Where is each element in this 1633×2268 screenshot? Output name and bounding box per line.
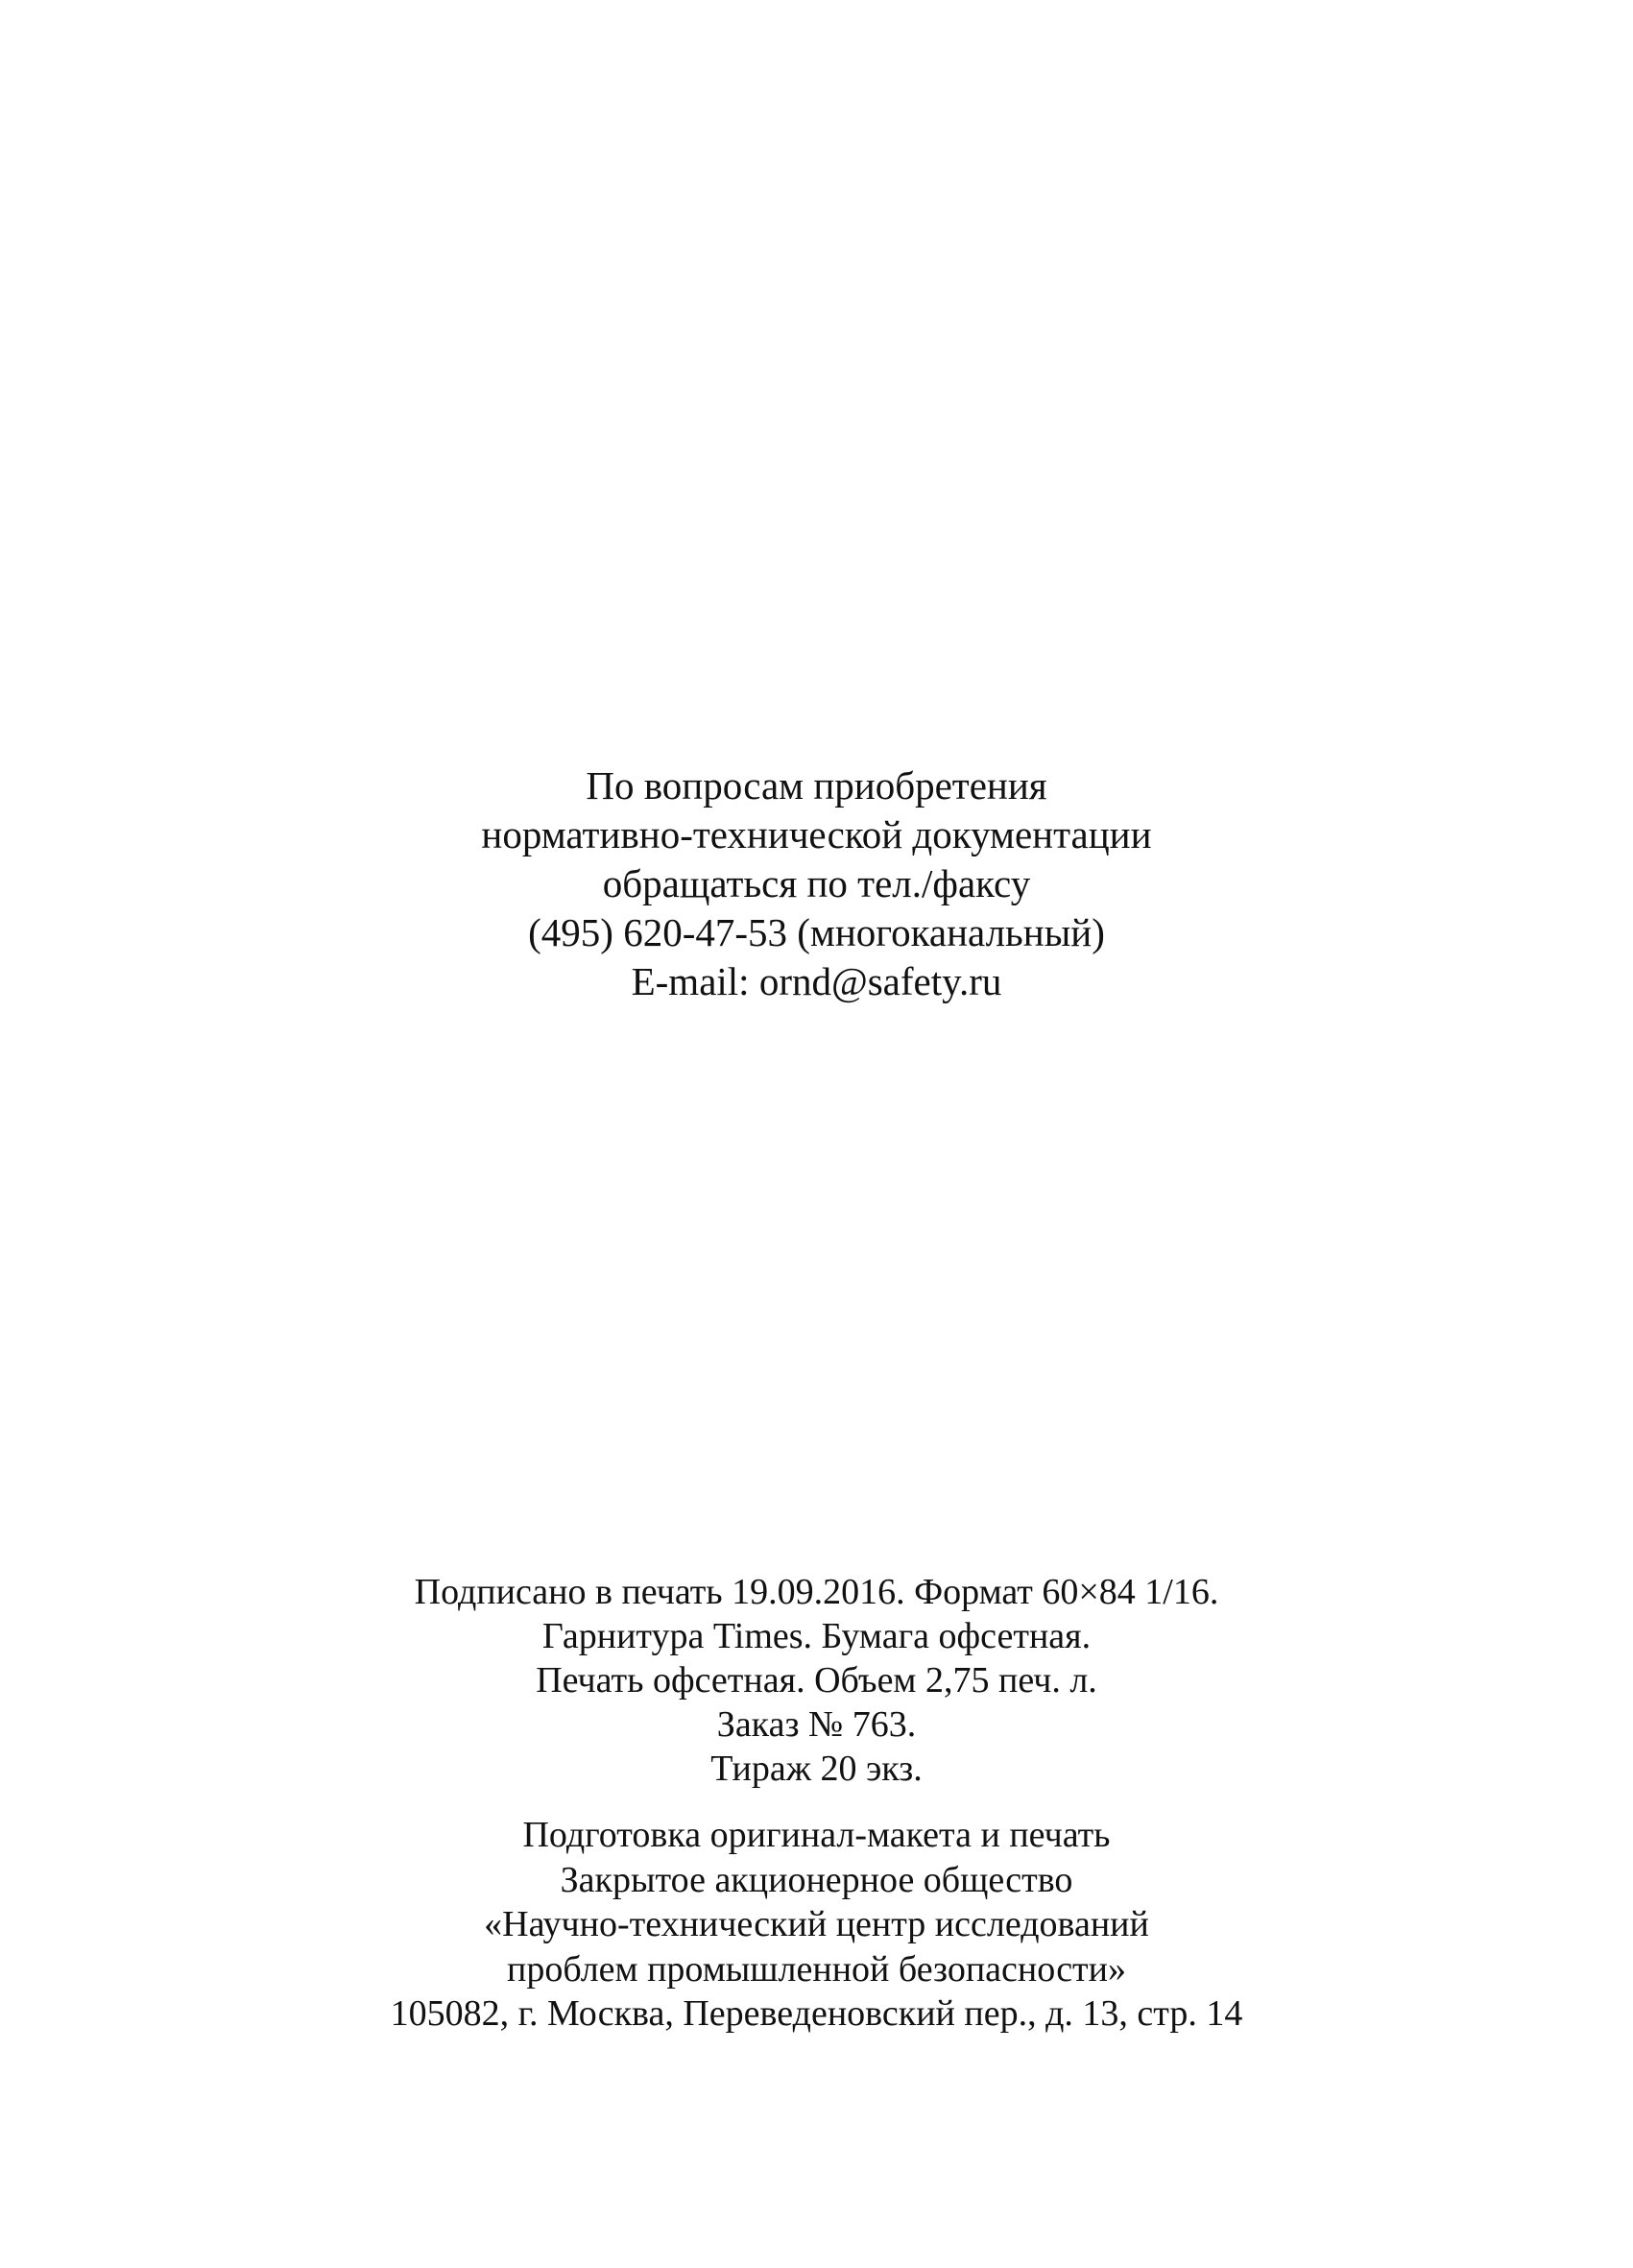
printer-line: Закрытое акционерное общество bbox=[560, 1859, 1073, 1900]
printer-info bbox=[0, 1813, 1633, 2037]
contact-info bbox=[0, 761, 1633, 1006]
imprint-order-number: Заказ № 763. bbox=[716, 1704, 917, 1745]
contact-line: нормативно-технической документации bbox=[481, 812, 1152, 857]
imprint-line: Печать офсетная. Объем 2,75 печ. л. bbox=[536, 1660, 1097, 1701]
printer-line: «Научно-технический центр исследований bbox=[484, 1904, 1149, 1944]
printer-address: 105082, г. Москва, Переведеновский пер., д. 13, стр. 14 bbox=[390, 1993, 1243, 2034]
imprint-line: Гарнитура Times. Бумага офсетная. bbox=[541, 1616, 1092, 1656]
contact-line: обращаться по тел./факсу bbox=[602, 861, 1031, 905]
imprint-print-run: Тираж 20 экз. bbox=[710, 1749, 923, 1789]
printer-line: проблем промышленной безопасности» bbox=[507, 1948, 1126, 1990]
imprint-line: Подписано в печать 19.09.2016. Формат 60×84 1/16. bbox=[414, 1572, 1219, 1612]
imprint-info bbox=[0, 1570, 1633, 1791]
contact-phone: (495) 620-47-53 (многоканальный) bbox=[528, 910, 1105, 954]
printer-line: Подготовка оригинал-макета и печать bbox=[522, 1815, 1111, 1855]
contact-email: E-mail: ornd@safety.ru bbox=[631, 959, 1002, 1003]
contact-line: По вопросам приобретения bbox=[586, 763, 1047, 808]
